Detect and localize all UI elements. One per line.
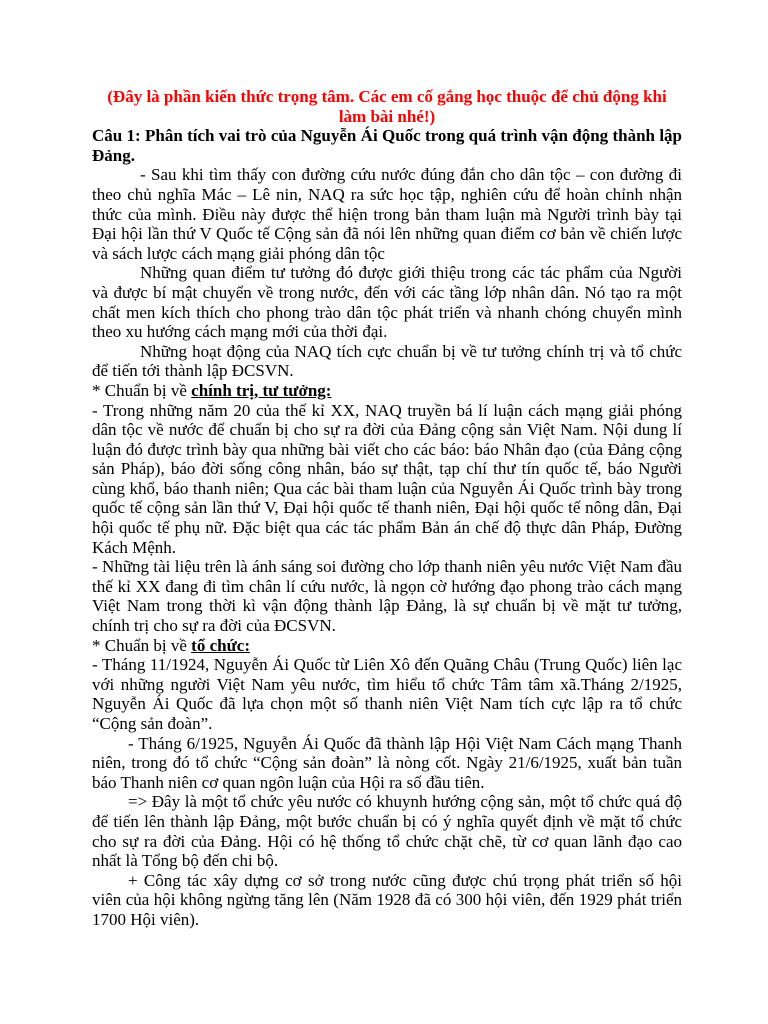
- section-heading-label: tổ chức:: [191, 635, 250, 655]
- question-title: Câu 1: Phân tích vai trò của Nguyễn Ái Quốc trong quá trình vận động thành lập Đảng.: [92, 126, 682, 165]
- paragraph-1: - Sau khi tìm thấy con đường cứu nước đúng đắn cho dân tộc – con đường đi theo chủ nghĩa Mác – Lê nin, NAQ ra sức học tập, nghiên cứu để hoàn chỉnh nhận thức của mình. Điều này được thể hiện trong bản tham luận mà Người trình bày tại Đại hội lần thứ V Quốc tế Cộng sản đã nói lên những quan điểm cơ bản về chiến lược và sách lược cách mạng giải phóng dân tộc: [92, 165, 682, 263]
- section-heading-prefix: * Chuẩn bị về: [92, 380, 192, 400]
- study-note: (Đây là phần kiến thức trọng tâm. Các em cố gắng học thuộc để chủ động khi làm bài nhé!): [107, 87, 667, 126]
- paragraph-3: Những hoạt động của NAQ tích cực chuẩn bị về tư tưởng chính trị và tổ chức để tiến tới thành lập ĐCSVN.: [92, 341, 682, 381]
- paragraph-2: Những quan điểm tư tưởng đó được giới thiệu trong các tác phẩm của Người và được bí mật chuyển về trong nước, đến với các tầng lớp nhân dân. Nó tạo ra một chất men kích thích cho phong trào dân tộc phát triển và nhanh chóng chuyển mình theo xu hướng cách mạng mới của thời đại.: [92, 263, 682, 342]
- section-heading-prefix: * Chuẩn bị về: [92, 635, 192, 655]
- section-heading-label: chính trị, tư tưởng:: [191, 380, 332, 400]
- paragraph-4: - Trong những năm 20 của thế kỉ XX, NAQ truyền bá lí luận cách mạng giải phóng dân tộc về nước để chuẩn bị cho sự ra đời của Đảng cộng sản Việt Nam. Nội dung lí luận đó được trình bày qua những bài viết cho các báo: báo Nhân đạo (của Đảng cộng sản Pháp), báo đời sống công nhân, báo sự thật, tạp chí thư tín quốc tế, báo Người cùng khổ, báo thanh niên; Qua các bài tham luận của Nguyễn Ái Quốc trình bày trong quốc tế cộng sản lần thứ V, Đại hội quốc tế thanh niên, Đại hội quốc tế nông dân, Đại hội quốc tế phụ nữ. Đặc biệt qua các tác phẩm Bản án chế độ thực dân Pháp, Đường Kách Mệnh.: [92, 400, 682, 557]
- paragraph-6: - Tháng 11/1924, Nguyễn Ái Quốc từ Liên Xô đến Quãng Châu (Trung Quốc) liên lạc với những người Việt Nam yêu nước, tìm hiểu tổ chức Tâm tâm xã.Tháng 2/1925, Nguyễn Ái Quốc đã lựa chọn một số thanh niên Việt Nam tích cực lập ra tổ chức “Cộng sản đoàn”.: [92, 655, 682, 733]
- paragraph-5: - Những tài liệu trên là ánh sáng soi đường cho lớp thanh niên yêu nước Việt Nam đầu thế kỉ XX đang đi tìm chân lí cứu nước, là ngọn cờ hướng đạo phong trào cách mạng Việt Nam trong thời kì vận động thành lập Đảng, là sự chuẩn bị về mặt tư tưởng, chính trị cho sự ra đời của ĐCSVN.: [92, 557, 682, 636]
- paragraph-8: => Đây là một tổ chức yêu nước có khuynh hướng cộng sản, một tổ chức quá độ để tiến lên thành lập Đảng, một bước chuẩn bị có ý nghĩa quyết định về mặt tổ chức cho sự ra đời của Đảng. Hội có hệ thống tổ chức chặt chẽ, từ cơ quan lãnh đạo cao nhất là Tổng bộ đến chi bộ.: [92, 792, 682, 871]
- section-heading-politics: [92, 381, 682, 401]
- section-heading-organization: [92, 636, 682, 656]
- paragraph-7: - Tháng 6/1925, Nguyễn Ái Quốc đã thành lập Hội Việt Nam Cách mạng Thanh niên, trong đó tổ chức “Cộng sản đoàn” là nòng cốt. Ngày 21/6/1925, xuất bản tuần báo Thanh niên cơ quan ngôn luận của Hội ra số đầu tiên.: [92, 733, 682, 792]
- paragraph-9: + Công tác xây dựng cơ sở trong nước cũng được chú trọng phát triển số hội viên của hội không ngừng tăng lên (Năm 1928 đã có 300 hội viên, đến 1929 phát triển 1700 Hội viên).: [92, 870, 682, 929]
- document-body: [92, 87, 682, 930]
